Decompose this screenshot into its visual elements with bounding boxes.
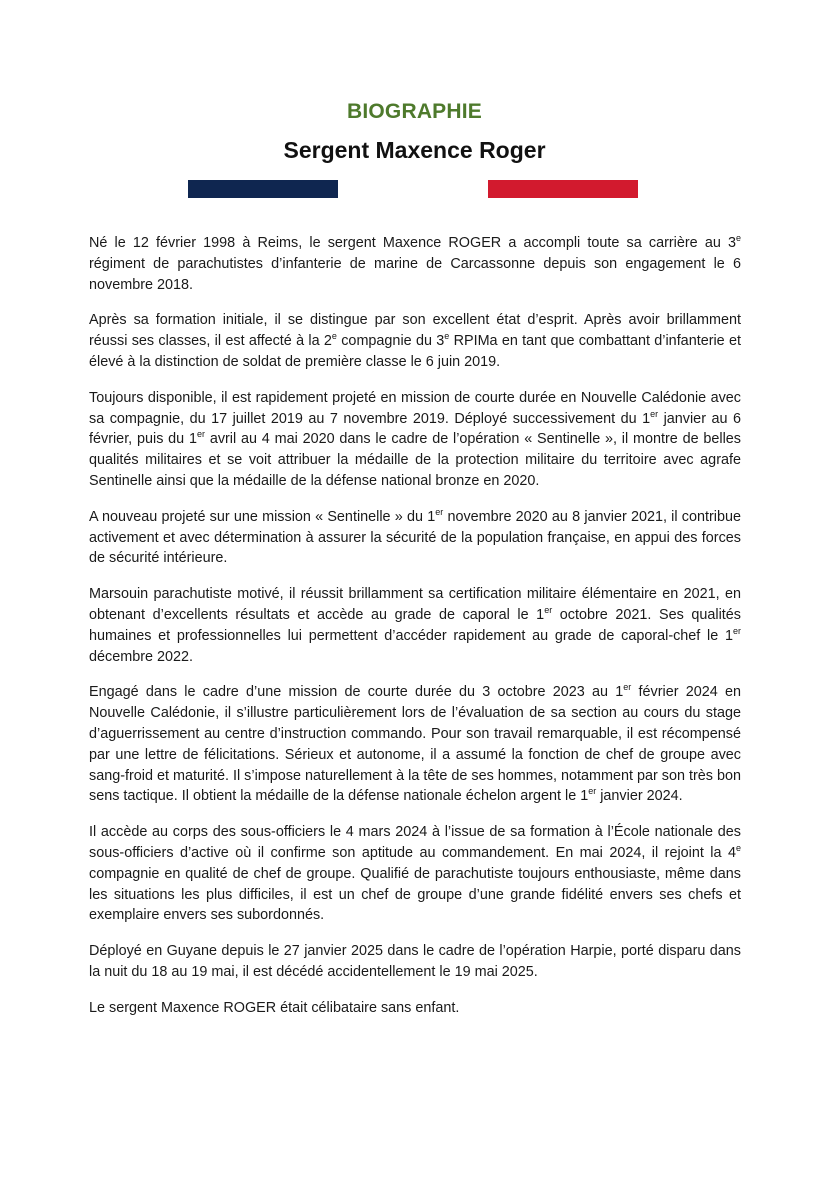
paragraph-birth: Né le 12 février 1998 à Reims, le sergent Maxence ROGER a accompli toute sa carrière au 3e régiment de parachutistes d’infanterie de marine de Carcassonne depuis son engagement le 6 novembre 2018.	[89, 233, 741, 293]
flag-bar-red	[488, 180, 638, 198]
paragraph-civil-status: Le sergent Maxence ROGER était célibataire sans enfant.	[89, 999, 460, 1016]
paragraph-sous-officier: Il accède au corps des sous-officiers le 4 mars 2024 à l’issue de sa formation à l’École nationale des sous-officiers d’active où il confirme son aptitude au commandement. En mai 2024, il rejoint la 4e compagnie en qualité de chef de groupe. Qualifié de parachutiste toujours enthousiaste, même dans les situations les plus difficiles, il est un chef de groupe d’une grande fidélité envers ses chefs et exemplaire envers ses subordonnés.	[89, 824, 741, 924]
paragraph-training: Après sa formation initiale, il se distingue par son excellent état d’esprit. Après avoir brillamment réussi ses classes, il est affecté à la 2e compagnie du 3e RPIMa en tant que combattant d’infanterie et élevé à la distinction de soldat de première classe le 6 juin 2019.	[89, 312, 741, 370]
paragraph-sentinelle-2020: A nouveau projeté sur une mission « Sentinelle » du 1er novembre 2020 au 8 janvier 2021, il contribue activement et avec détermination à assurer la sécurité de la population française, en appui des forces de sécurité intérieure.	[89, 506, 741, 567]
paragraph-promotions: Marsouin parachutiste motivé, il réussit brillamment sa certification militaire élémentaire en 2021, en obtenant d’excellents résultats et accède au grade de caporal le 1er octobre 2021. Ses qualités humaines et professionnelles lui permettent d’accéder rapidement au grade de caporal-chef le 1er décembre 2022.	[89, 586, 741, 665]
document-title: Sergent Maxence Roger	[283, 137, 546, 163]
paragraph-missions-2019: Toujours disponible, il est rapidement projeté en mission de courte durée en Nouvelle Calédonie avec sa compagnie, du 17 juillet 2019 au 7 novembre 2019. Déployé successivement du 1er janvier au 6 février, puis du 1er avril au 4 mai 2020 dans le cadre de l’opération « Sentinelle », il montre de belles qualités militaires et se voit attribuer la médaille de la protection militaire du territoire avec agrafe Sentinelle ainsi que la médaille de la défense national bronze en 2020.	[89, 389, 741, 489]
biography-body	[89, 233, 741, 1034]
document-kicker: BIOGRAPHIE	[346, 100, 482, 123]
flag-bar-blue	[188, 180, 338, 198]
paragraph-guyane: Déployé en Guyane depuis le 27 janvier 2025 dans le cadre de l’opération Harpie, porté disparu dans la nuit du 18 au 19 mai, il est décédé accidentellement le 19 mai 2025.	[89, 943, 741, 980]
paragraph-caledonie-2023: Engagé dans le cadre d’une mission de courte durée du 3 octobre 2023 au 1er février 2024 en Nouvelle Calédonie, il s’illustre particulièrement lors de l’évaluation de sa section au cours du stage d’aguerrissement au centre d’instruction commando. Pour son travail remarquable, il est récompensé par une lettre de félicitations. Sérieux et autonome, il a assumé la fonction de chef de groupe avec sang-froid et maturité. Il s’impose naturellement à la tête de ses hommes, notamment par son très bon sens tactique. Il obtient la médaille de la défense nationale échelon argent le 1er janvier 2024.	[89, 682, 741, 805]
